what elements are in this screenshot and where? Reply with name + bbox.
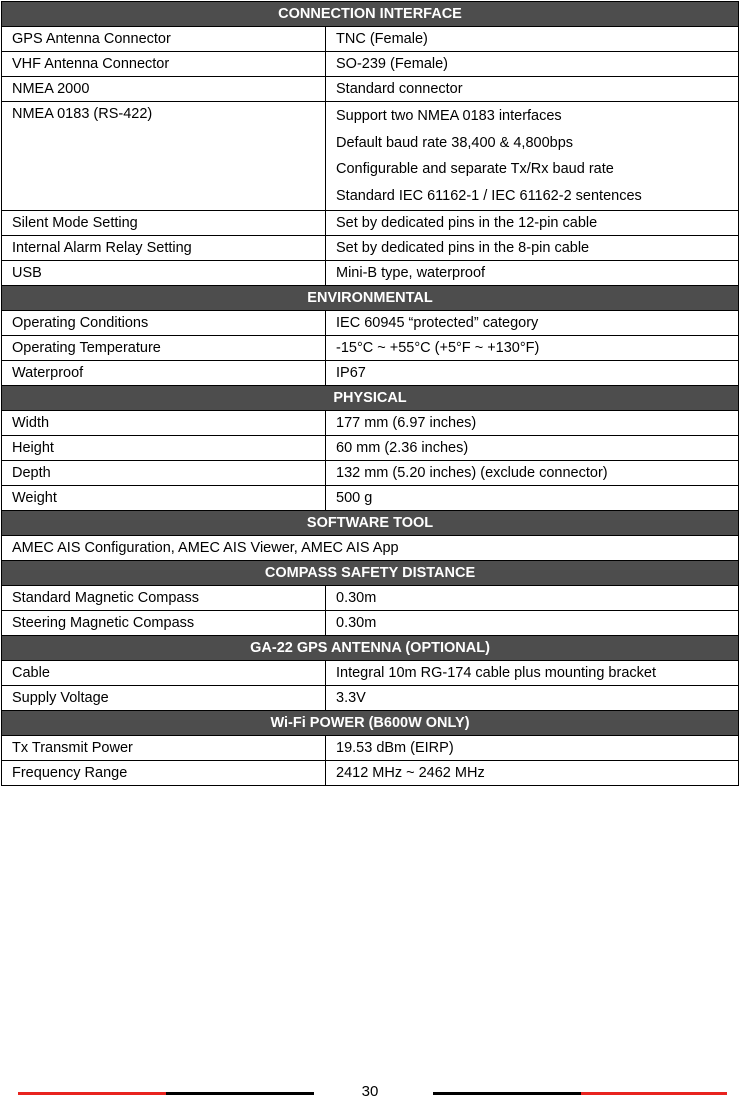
spec-row bbox=[2, 211, 739, 236]
spec-value: 19.53 dBm (EIRP) bbox=[326, 736, 739, 761]
section-title: COMPASS SAFETY DISTANCE bbox=[2, 561, 739, 586]
section-header-physical bbox=[2, 386, 739, 411]
spec-label: Supply Voltage bbox=[2, 686, 326, 711]
spec-value-multiline bbox=[326, 102, 739, 211]
section-title: CONNECTION INTERFACE bbox=[2, 2, 739, 27]
spec-label: Width bbox=[2, 411, 326, 436]
spec-row bbox=[2, 27, 739, 52]
section-title: PHYSICAL bbox=[2, 386, 739, 411]
spec-value-line: Support two NMEA 0183 interfaces bbox=[336, 108, 562, 124]
spec-value: Set by dedicated pins in the 8-pin cable bbox=[326, 236, 739, 261]
spec-table-body bbox=[2, 2, 739, 786]
spec-row bbox=[2, 336, 739, 361]
spec-row bbox=[2, 686, 739, 711]
section-title: ENVIRONMENTAL bbox=[2, 286, 739, 311]
spec-label: Frequency Range bbox=[2, 761, 326, 786]
section-header-wi-fi-power-b600w-only bbox=[2, 711, 739, 736]
page-number: 30 bbox=[361, 1083, 379, 1100]
spec-label: Tx Transmit Power bbox=[2, 736, 326, 761]
spec-label: NMEA 0183 (RS-422) bbox=[2, 102, 326, 211]
section-header-connection-interface bbox=[2, 2, 739, 27]
spec-value: 60 mm (2.36 inches) bbox=[326, 436, 739, 461]
spec-row bbox=[2, 361, 739, 386]
spec-label: Waterproof bbox=[2, 361, 326, 386]
spec-label: Steering Magnetic Compass bbox=[2, 611, 326, 636]
spec-label: GPS Antenna Connector bbox=[2, 27, 326, 52]
spec-label: Operating Temperature bbox=[2, 336, 326, 361]
spec-value-line: Standard IEC 61162-1 / IEC 61162-2 sentences bbox=[336, 187, 642, 204]
spec-row bbox=[2, 461, 739, 486]
spec-label: Weight bbox=[2, 486, 326, 511]
spec-label: Operating Conditions bbox=[2, 311, 326, 336]
section-title: GA-22 GPS ANTENNA (OPTIONAL) bbox=[2, 636, 739, 661]
spec-value: 0.30m bbox=[326, 611, 739, 636]
spec-value-line: Configurable and separate Tx/Rx baud rate bbox=[336, 161, 614, 177]
spec-table bbox=[1, 1, 739, 786]
spec-label: Internal Alarm Relay Setting bbox=[2, 236, 326, 261]
spec-value: 132 mm (5.20 inches) (exclude connector) bbox=[326, 461, 739, 486]
spec-value: 500 g bbox=[326, 486, 739, 511]
spec-label: USB bbox=[2, 261, 326, 286]
spec-value: Standard connector bbox=[326, 77, 739, 102]
spec-row bbox=[2, 586, 739, 611]
spec-row bbox=[2, 486, 739, 511]
spec-row bbox=[2, 761, 739, 786]
section-title: SOFTWARE TOOL bbox=[2, 511, 739, 536]
spec-value: IEC 60945 “protected” category bbox=[326, 311, 739, 336]
spec-label: Height bbox=[2, 436, 326, 461]
spec-value: TNC (Female) bbox=[326, 27, 739, 52]
section-title: Wi-Fi POWER (B600W ONLY) bbox=[2, 711, 739, 736]
spec-value-line: Default baud rate 38,400 & 4,800bps bbox=[336, 134, 574, 151]
section-header-environmental bbox=[2, 286, 739, 311]
spec-label: NMEA 2000 bbox=[2, 77, 326, 102]
spec-value: SO-239 (Female) bbox=[326, 52, 739, 77]
spec-full-value: AMEC AIS Configuration, AMEC AIS Viewer, AMEC AIS App bbox=[2, 536, 739, 561]
spec-value: IP67 bbox=[326, 361, 739, 386]
spec-value: 0.30m bbox=[326, 586, 739, 611]
spec-row bbox=[2, 736, 739, 761]
spec-label: Standard Magnetic Compass bbox=[2, 586, 326, 611]
spec-label: Silent Mode Setting bbox=[2, 211, 326, 236]
spec-row bbox=[2, 52, 739, 77]
footer-rule-left-red bbox=[18, 1092, 166, 1095]
spec-row bbox=[2, 102, 739, 211]
spec-value: Mini-B type, waterproof bbox=[326, 261, 739, 286]
spec-row bbox=[2, 261, 739, 286]
spec-row bbox=[2, 77, 739, 102]
spec-value: Set by dedicated pins in the 12-pin cable bbox=[326, 211, 739, 236]
spec-label: VHF Antenna Connector bbox=[2, 52, 326, 77]
spec-label: Cable bbox=[2, 661, 326, 686]
footer-rule-right-black bbox=[433, 1092, 581, 1095]
spec-value: 3.3V bbox=[326, 686, 739, 711]
spec-value: -15°C ~ +55°C (+5°F ~ +130°F) bbox=[326, 336, 739, 361]
spec-row bbox=[2, 236, 739, 261]
footer-rule-left-black bbox=[166, 1092, 314, 1095]
spec-row bbox=[2, 661, 739, 686]
section-header-ga-22-gps-antenna-optional bbox=[2, 636, 739, 661]
spec-row bbox=[2, 536, 739, 561]
spec-row bbox=[2, 411, 739, 436]
spec-label: Depth bbox=[2, 461, 326, 486]
spec-row bbox=[2, 436, 739, 461]
spec-value: 177 mm (6.97 inches) bbox=[326, 411, 739, 436]
footer-rule-right-red bbox=[581, 1092, 727, 1095]
spec-row bbox=[2, 311, 739, 336]
spec-row bbox=[2, 611, 739, 636]
spec-value: 2412 MHz ~ 2462 MHz bbox=[326, 761, 739, 786]
section-header-compass-safety-distance bbox=[2, 561, 739, 586]
section-header-software-tool bbox=[2, 511, 739, 536]
spec-value: Integral 10m RG-174 cable plus mounting bracket bbox=[326, 661, 739, 686]
